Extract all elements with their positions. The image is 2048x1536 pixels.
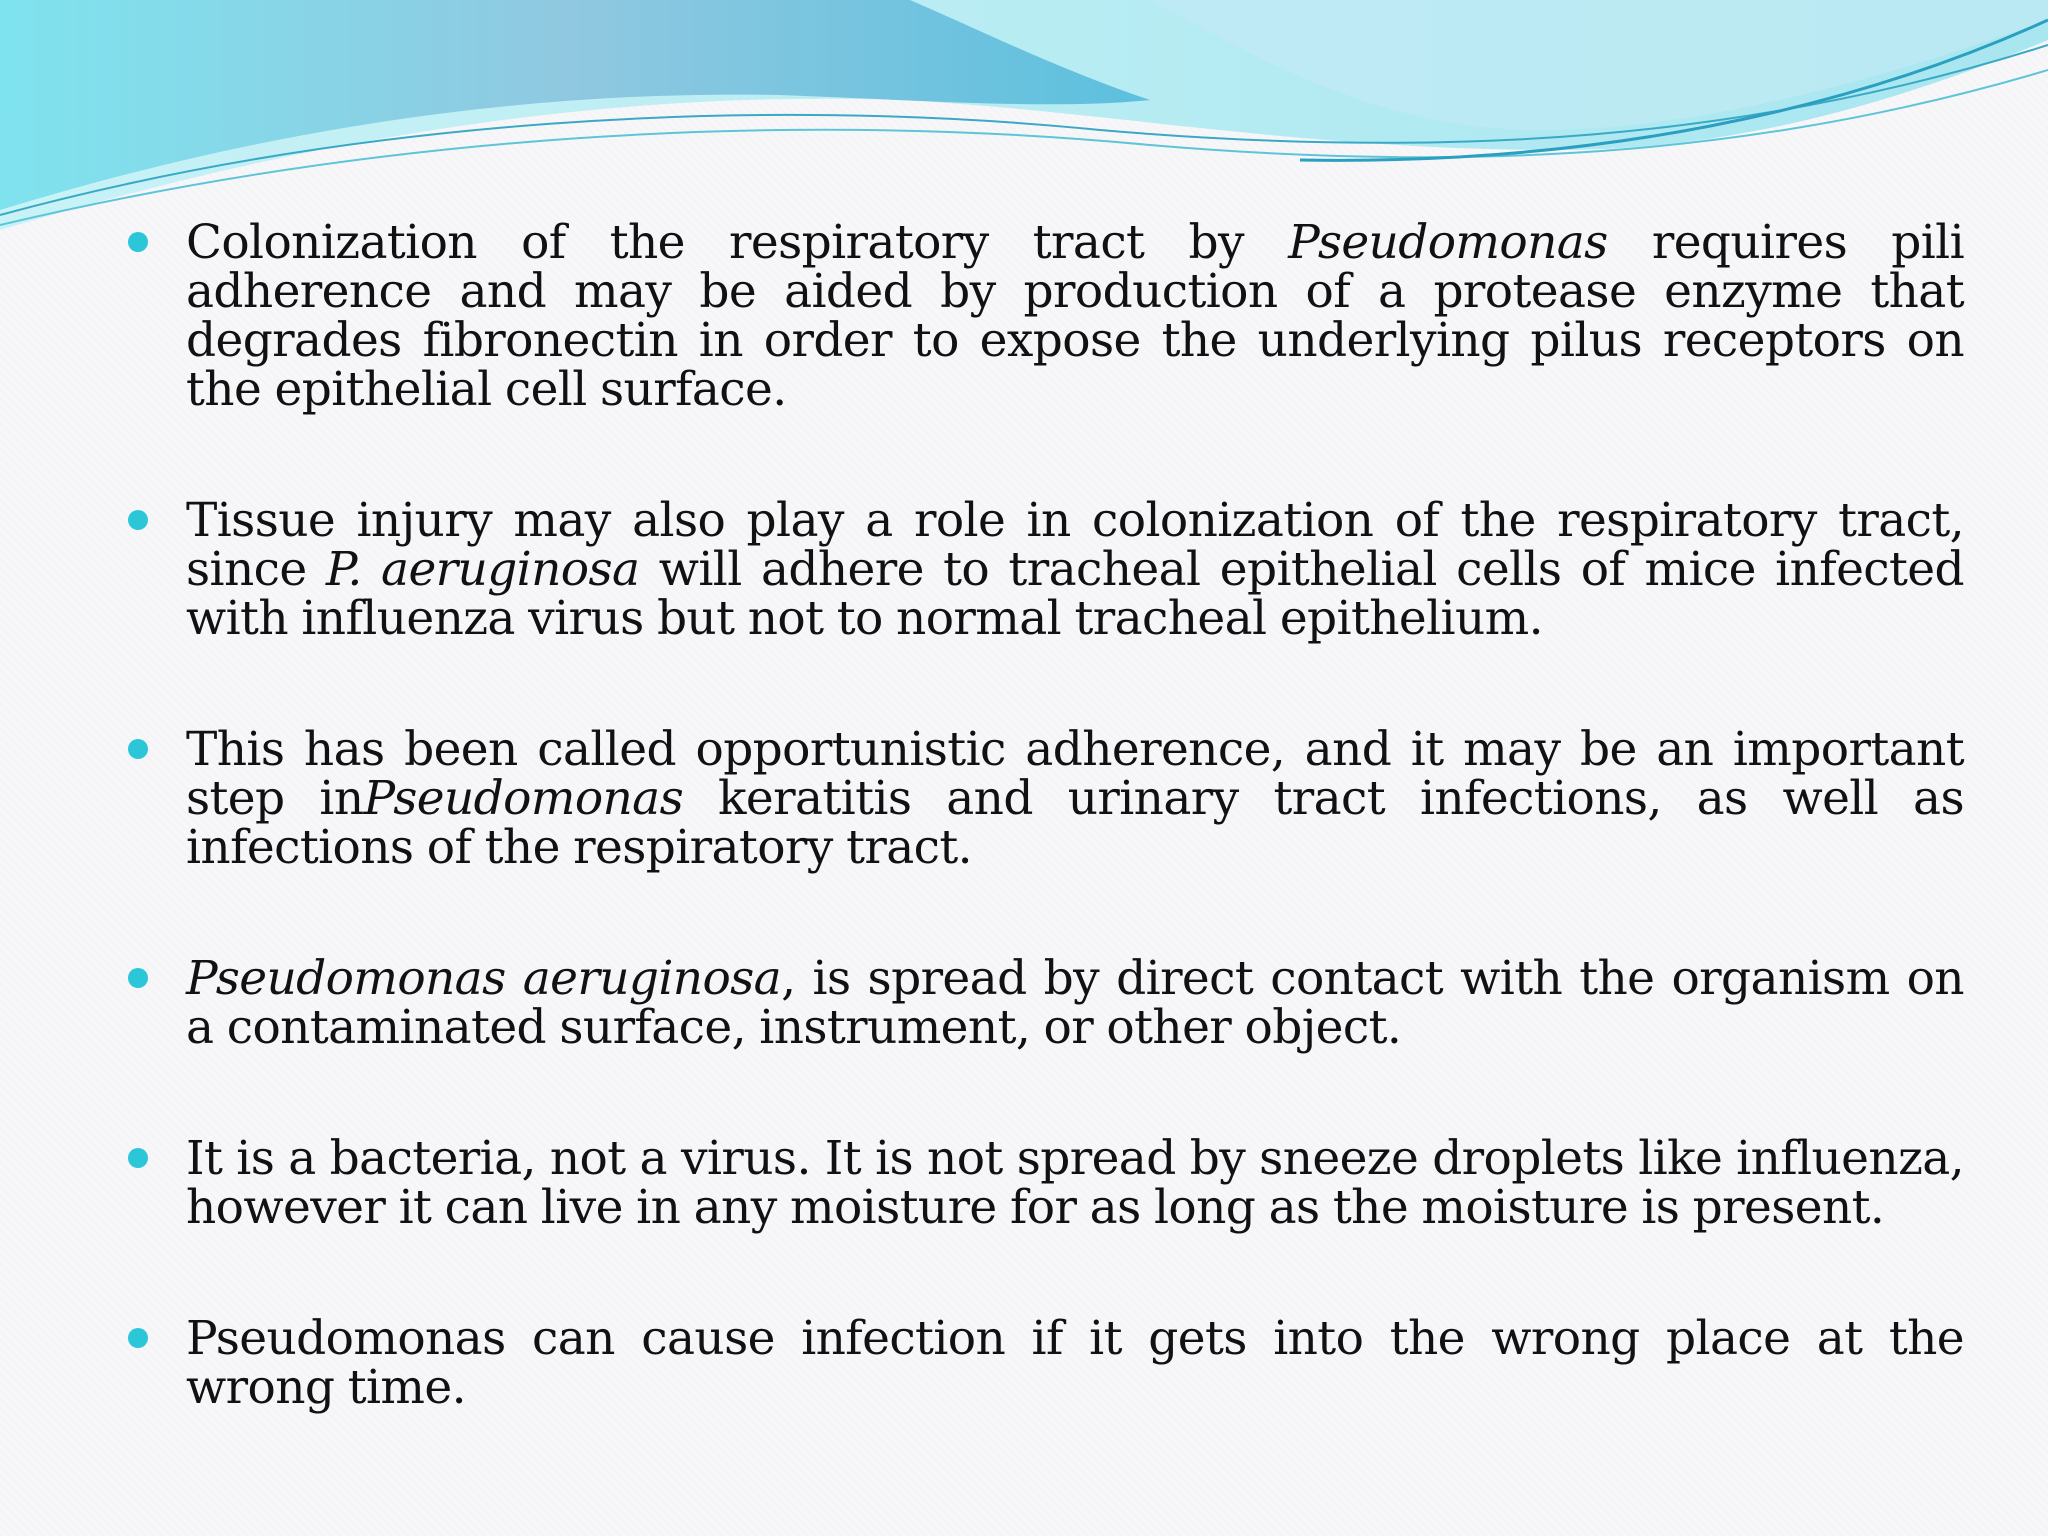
bullet-item <box>128 493 1964 646</box>
bullet-text: Colonization of the respiratory tract by <box>186 215 1289 270</box>
bullet-dot-icon <box>128 968 148 988</box>
bullet-dot-icon <box>128 232 148 252</box>
bullet-dot-icon <box>128 510 148 530</box>
bullet-dot-icon <box>128 1328 148 1348</box>
bullet-text: keratitis and urinary tract infections, as well as infections of the respiratory tract. <box>186 771 1964 875</box>
bullet-item <box>128 215 1965 417</box>
bullet-item <box>128 951 1964 1055</box>
bullet-italic-text: Pseudomonas aeruginosa <box>186 951 782 1006</box>
bullet-item <box>128 1131 1964 1235</box>
bullet-text: This has been called opportunistic adherence, and it may be an important step in <box>186 722 1964 826</box>
bullet-list <box>128 215 1965 1494</box>
bullet-text: will adhere to tracheal epithelial cells of mice infected with influenza virus but not to normal tracheal epithelium. <box>186 542 1964 646</box>
bullet-item <box>128 722 1964 875</box>
bullet-item <box>128 1311 1964 1415</box>
bullet-text: Pseudomonas can cause infection if it gets into the wrong place at the wrong time. <box>186 1311 1964 1415</box>
bullet-dot-icon <box>128 1148 148 1168</box>
bullet-text: , is spread by direct contact with the organism on a contaminated surface, instrument, or other object. <box>186 951 1964 1055</box>
bullet-italic-text: Pseudomonas <box>1288 215 1608 270</box>
bullet-text: Tissue injury may also play a role in colonization of the respiratory tract, since <box>186 493 1964 597</box>
bullet-text: requires pili adherence and may be aided by production of a protease enzyme that degrades fibronectin in order to expose the underlying pilus receptors on the epithelial cell surface. <box>186 215 1965 417</box>
bullet-dot-icon <box>128 739 148 759</box>
bullet-italic-text: P. aeruginosa <box>325 542 640 597</box>
bullet-italic-text: Pseudomonas <box>363 771 684 826</box>
bullet-text: It is a bacteria, not a virus. It is not spread by sneeze droplets like influenza, however it can live in any moisture for as long as the moisture is present. <box>186 1131 1964 1235</box>
